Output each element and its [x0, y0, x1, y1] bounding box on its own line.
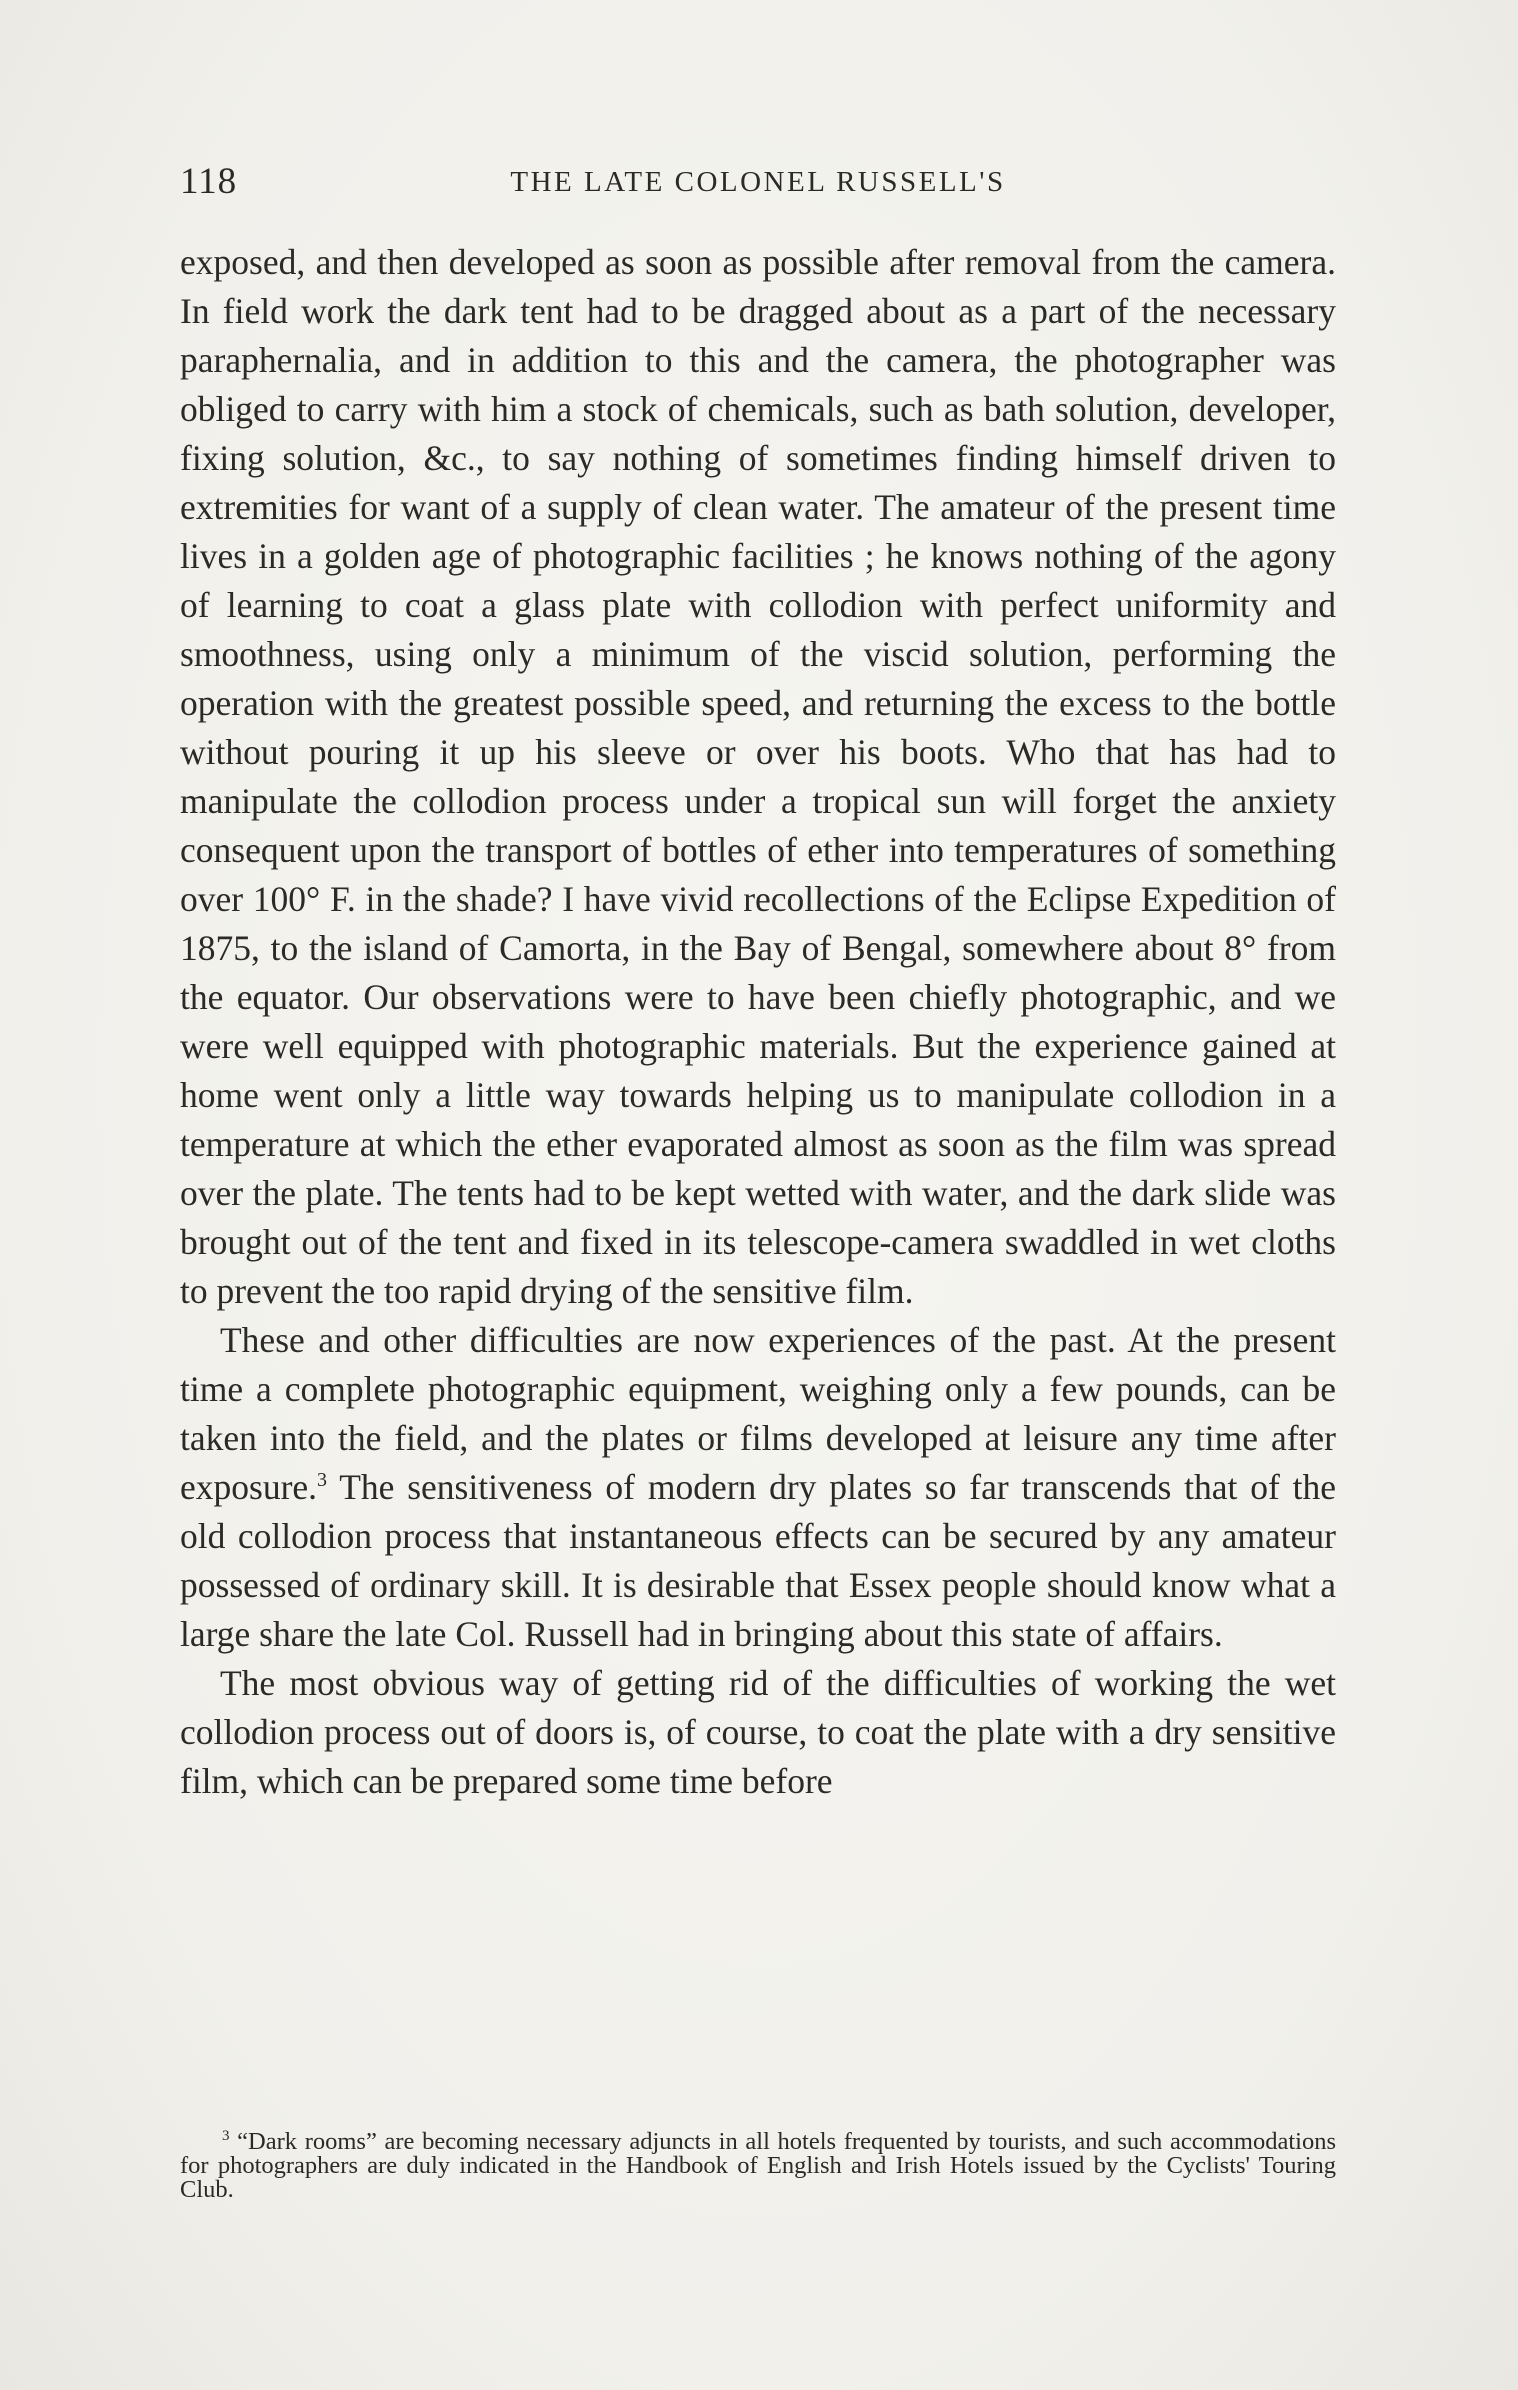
- page-number: 118: [180, 161, 238, 202]
- footnote-mark: 3: [222, 2127, 230, 2144]
- footnote-text: “Dark rooms” are becoming necessary adjuncts in all hotels frequented by tourists, and such accommodations for photographers are duly indicated in the Handbook of English and Irish Hotels issued by the Cyclists' Touring Club.: [180, 2128, 1336, 2203]
- footnote-paragraph: [180, 2127, 1336, 2203]
- footnote-reference: 3: [317, 1469, 328, 1492]
- paragraph-2: [180, 1316, 1336, 1659]
- body-text: [180, 238, 1336, 1806]
- running-head: [180, 160, 1336, 204]
- paragraph-2-text-b: The sensitiveness of modern dry plates so far transcends that of the old collodion process that instantaneous effects can be secured by any amateur possessed of ordinary skill. It is desirable that Essex people should know what a large share the late Col. Russell had in bringing about this state of affairs.: [180, 1467, 1336, 1654]
- paragraph-2-text-a: These and other difficulties are now experiences of the past. At the present time a complete photographic equipment, weighing only a few pounds, can be taken into the field, and the plates or films developed at leisure any time after exposure.: [180, 1320, 1336, 1507]
- paragraph-3: The most obvious way of getting rid of the difficulties of working the wet collodion process out of doors is, of course, to coat the plate with a dry sensitive film, which can be prepared some time before: [180, 1663, 1336, 1801]
- running-title: THE LATE COLONEL RUSSELL'S: [510, 166, 1006, 198]
- paragraph-1: exposed, and then developed as soon as possible after removal from the camera. In field work the dark tent had to be dragged about as a part of the necessary paraphernalia, and in addition to this and the camera, the photographer was obliged to carry with him a stock of chemicals, such as bath solution, developer, fixing solution, &c., to say nothing of sometimes finding himself driven to extremities for want of a supply of clean water. The amateur of the present time lives in a golden age of photographic facilities ; he knows nothing of the agony of learning to coat a glass plate with collodion with perfect uniformity and smoothness, using only a minimum of the viscid solution, performing the operation with the greatest possible speed, and returning the excess to the bottle without pouring it up his sleeve or over his boots. Who that has had to manipulate the collodion process under a tropical sun will forget the anxiety consequent upon the transport of bottles of ether into temperatures of something over 100° F. in the shade? I have vivid recollections of the Eclipse Expedition of 1875, to the island of Camorta, in the Bay of Bengal, somewhere about 8° from the equator. Our observations were to have been chiefly photographic, and we were well equipped with photographic materials. But the experience gained at home went only a little way towards helping us to manipulate collodion in a temperature at which the ether evaporated almost as soon as the film was spread over the plate. The tents had to be kept wetted with water, and the dark slide was brought out of the tent and fixed in its telescope-camera swaddled in wet cloths to prevent the too rapid drying of the sensitive film.: [180, 242, 1336, 1311]
- footnote: [180, 2127, 1336, 2203]
